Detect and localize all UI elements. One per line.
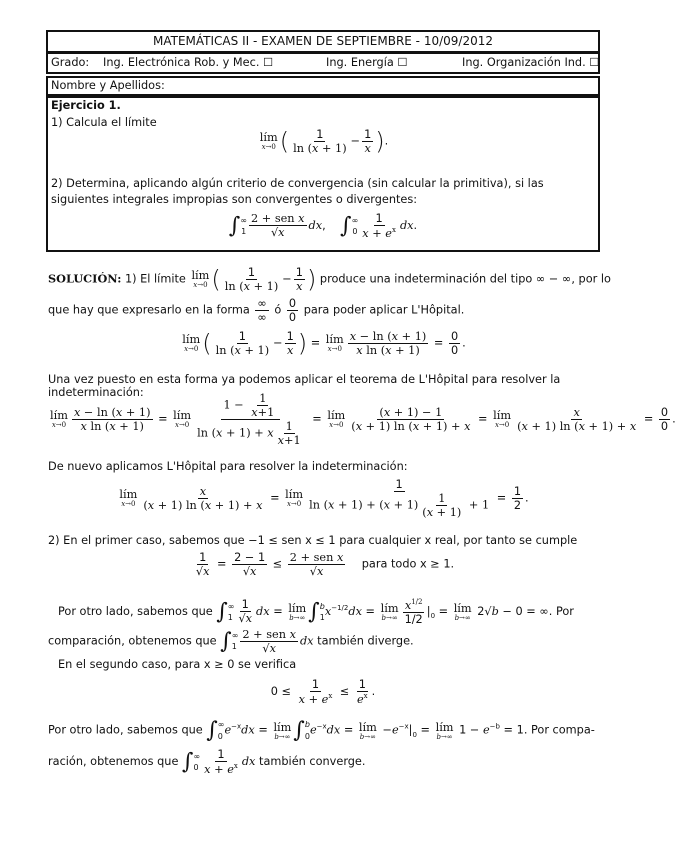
grado-label: Grado: — [51, 56, 90, 69]
solution-p7-b: . Por compa- — [523, 723, 595, 737]
solution-p1-b: produce una indeterminación del tipo ∞ − ∞, por lo — [319, 272, 611, 286]
formula-exp-bound: 0 ≤ $\frac{1}{x + e^x}$ ≤ $\frac{1}{e^x}$ . — [270, 678, 376, 706]
formula-lhopital-1: lím x→0 $\frac{x - \ln (x + 1)}{\text{x ln (x + 1)}}$ = lím x→0 1 − $\frac{1}{x+1}$ ln (x + 1) + x $\frac{1}{x+1}$ = lím x→0 $\frac{(x + 1) - 1}{(x + 1) \ln (x + 1) + x}$ = lím x→0 $\frac{x}{(x + 1) \ln (x + 1) + x}$ = $\frac{0}{0}$ . — [50, 392, 676, 447]
solution-p1-e: para poder aplicar L'Hôpital. — [303, 303, 465, 317]
solution-p7-c: ración, obtenemos que — [48, 754, 179, 768]
grado-option-electronica[interactable]: Ing. Electrónica Rob. y Mec. ☐ — [103, 56, 274, 69]
exercise-part2: 2) Determina, aplicando algún criterio de convergencia (sin calcular la primitiva), si las siguientes integrales impropias son convergentes o divergentes: — [51, 177, 544, 206]
solution-p1-d: ó — [274, 303, 282, 317]
solution-p2: Una vez puesto en esta forma ya podemos aplicar el teorema de L'Hôpital para resolver la indeterminación: — [48, 373, 561, 399]
formula-rewrite: lím x→0 ( $\frac{1}{\ln (x + 1)}$ − $\frac{1}{x}$ ) = lím x→0 $\frac{x - \ln (x + 1)}{\text{x ln (x + 1)}}$ = $\frac{0}{0}$ . — [182, 329, 466, 358]
solution-p5-a: Por otro lado, sabemos que — [58, 604, 213, 618]
exercise-integrals-formula: ∫ ∞ 1 $\frac{\text{2 + sen x}}{√x}$ dx, ∫ ∞ 0 $\frac{1}{x + e^x}$ dx. — [228, 212, 418, 240]
solution-line1: SOLUCIÓN: 1) El límite lím x→0 ( $\frac{1}{\ln (x + 1)}$ − $\frac{1}{x}$ ) produce una indeterminación del tipo ∞ − ∞, por lo — [48, 265, 611, 294]
solution-p5-b: . Por — [548, 604, 574, 618]
solution-p7-d: también converge. — [259, 754, 366, 768]
formula-bound: $\frac{1}{√x}$ = $\frac{2 - 1}{√x}$ ≤ $\frac{\text{2 + sen x}}{√x}$ para todo x ≥ 1. — [195, 551, 455, 578]
solution-p6: En el segundo caso, para x ≥ 0 se verifica — [58, 658, 297, 671]
solution-p4-a: 2) En el primer caso, sabemos que −1 ≤ sen x ≤ 1 para cualquier x real, por tanto se cumple — [48, 534, 578, 547]
formula-lhopital-2: lím x→0 $\frac{x}{(x + 1) \ln (x + 1) + x}$ = lím x→0 1 ln (x + 1) + (x + 1) $\frac{1}{(x + 1)}$ + 1 = $\frac{1}{2}$ . — [119, 478, 529, 519]
solution-line-p7: Por otro lado, sabemos que ∫ ∞ 0 $e^{-x}dx$ = lím b→∞ ∫ b 0 $e^{-x}dx$ = lím b→∞ $-e^{-x}|_0$ = lím b→∞ $1 - e^{-b} = 1$. Por compa- — [48, 718, 595, 743]
solution-line2: que hay que expresarlo en la forma $\frac{\infty}{\infty}$ ó $\frac{0}{0}$ para poder aplicar L'Hôpital. — [48, 297, 465, 324]
solution-line-p5: Por otro lado, sabemos que ∫ ∞ 1 $\frac{1}{√x}$ dx = lím b→∞ ∫ b 1 $x^{-1/2}dx$ = lím b→∞ $\frac{x^{1/2}}{1/2}$ $|_0$ = lím b→∞ 2√b − 0 = ∞. Por — [58, 598, 574, 626]
solution-p5-d: también diverge. — [317, 634, 414, 648]
solution-p7-a: Por otro lado, sabemos que — [48, 723, 203, 737]
solution-label: SOLUCIÓN: — [48, 271, 122, 286]
exercise-limit-formula: lím x→0 ( $\frac{1}{\ln (x + 1)}$ − $\frac{1}{x}$ ). — [259, 127, 389, 156]
solution-p1-c: que hay que expresarlo en la forma — [48, 303, 250, 317]
solution-p4-b: para todo x ≥ 1. — [361, 557, 455, 571]
solution-p3: De nuevo aplicamos L'Hôpital para resolver la indeterminación: — [48, 460, 408, 473]
exam-title: MATEMÁTICAS II - EXAMEN DE SEPTIEMBRE - 10/09/2012 — [153, 34, 493, 48]
solution-line-p5c: comparación, obtenemos que ∫ ∞ 1 $\frac{\text{2 + sen x}}{√x}$ dx también diverge. — [48, 628, 414, 655]
grado-option-organizacion[interactable]: Ing. Organización Ind. ☐ — [462, 56, 600, 69]
exercise-part1: 1) Calcula el límite — [51, 116, 157, 129]
solution-p5-c: comparación, obtenemos que — [48, 634, 217, 648]
exercise-title: Ejercicio 1. — [51, 99, 121, 112]
solution-line-p7c: ración, obtenemos que ∫ ∞ 0 $\frac{1}{x + e^x}$ dx también converge. — [48, 748, 366, 776]
name-label: Nombre y Apellidos: — [51, 79, 165, 92]
grado-option-energia[interactable]: Ing. Energía ☐ — [326, 56, 408, 69]
solution-p1-a: 1) El límite — [124, 272, 186, 286]
